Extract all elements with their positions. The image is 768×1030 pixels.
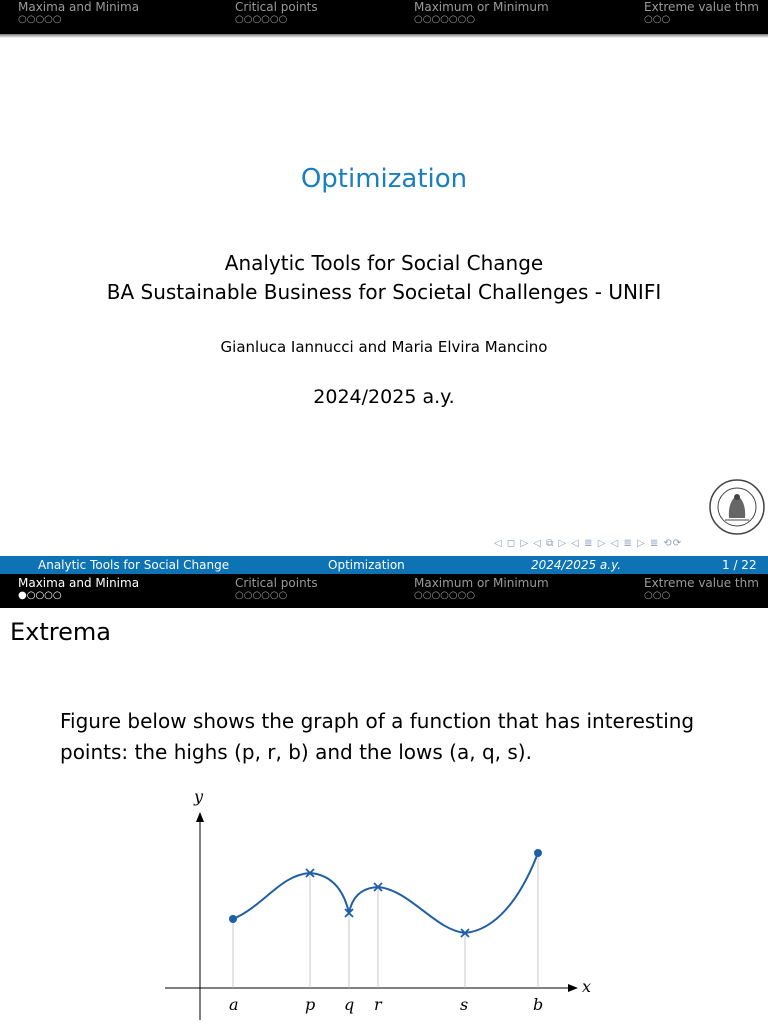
subtitle-line1: Analytic Tools for Social Change: [224, 251, 544, 275]
nav-dots: ○○○○○○: [235, 590, 288, 601]
date: 2024/2025 a.y.: [313, 386, 455, 408]
navbar-shadow: [0, 34, 768, 38]
nav-dots: ○○○○○: [18, 14, 62, 25]
nav-section-maxima[interactable]: Maxima and Minima ○○○○○: [18, 0, 140, 25]
nav-section-maxmin[interactable]: Maximum or Minimum ○○○○○○○: [414, 576, 549, 601]
footer-bar: [0, 556, 768, 574]
nav-section-critical[interactable]: Critical points ○○○○○○: [235, 576, 318, 601]
x-axis-label: x: [582, 977, 592, 996]
tick-label-s: s: [460, 995, 469, 1014]
footer-title: Optimization: [328, 558, 405, 572]
tick-label-r: r: [374, 995, 382, 1014]
slide2-navbar: [0, 574, 768, 608]
nav-dots: ○○○○○○: [235, 14, 288, 25]
nav-section-extreme[interactable]: Extreme value thm ○○○: [644, 576, 759, 601]
slide-title: Optimization: [300, 164, 468, 194]
nav-dots: ○○○○○○○: [414, 14, 476, 25]
tick-label-q: q: [344, 995, 355, 1014]
nav-dots: ○○○○○○○: [414, 590, 476, 601]
x-axis-arrow: [568, 984, 578, 992]
nav-section-extreme[interactable]: Extreme value thm ○○○: [644, 0, 759, 25]
nav-section-maxmin[interactable]: Maximum or Minimum ○○○○○○○: [414, 0, 549, 25]
nav-section-maxima-active[interactable]: Maxima and Minima ●○○○○: [18, 576, 140, 601]
nav-dots: ○○○: [644, 14, 671, 25]
subtitle-line2: BA Sustainable Business for Societal Challenges - UNIFI: [106, 280, 662, 304]
y-axis-label: y: [194, 787, 204, 806]
authors: Gianluca Iannucci and Maria Elvira Mancino: [220, 338, 548, 356]
footer-page: 1 / 22: [722, 558, 757, 572]
nav-dots: ○○○: [644, 590, 671, 601]
tick-label-p: p: [305, 995, 316, 1014]
nav-dots: ●○○○○: [18, 590, 62, 601]
tick-label-b: b: [533, 995, 544, 1014]
function-graph-figure: [0, 780, 768, 1030]
beamer-nav-symbols[interactable]: ◁ ◻ ▷ ◁ ⧉ ▷ ◁ ≣ ▷ ◁ ≣ ▷ ≣ ⟲⟳: [494, 538, 683, 549]
y-axis-arrow: [196, 812, 204, 822]
footer-course: Analytic Tools for Social Change: [38, 558, 230, 572]
top-navbar: [0, 0, 768, 34]
body-text: Figure below shows the graph of a function that has interesting points: the highs (p, r, b) and the lows (a, q, s).: [60, 709, 695, 764]
tick-label-a: a: [229, 995, 239, 1014]
endpoint-a: [229, 915, 237, 923]
frame-title: Extrema: [10, 618, 111, 646]
footer-date: 2024/2025 a.y.: [531, 558, 622, 572]
endpoint-b: [534, 849, 542, 857]
nav-section-critical[interactable]: Critical points ○○○○○○: [235, 0, 318, 25]
university-logo: [708, 478, 766, 536]
guide-lines: [233, 853, 538, 988]
function-curve: [233, 853, 538, 933]
